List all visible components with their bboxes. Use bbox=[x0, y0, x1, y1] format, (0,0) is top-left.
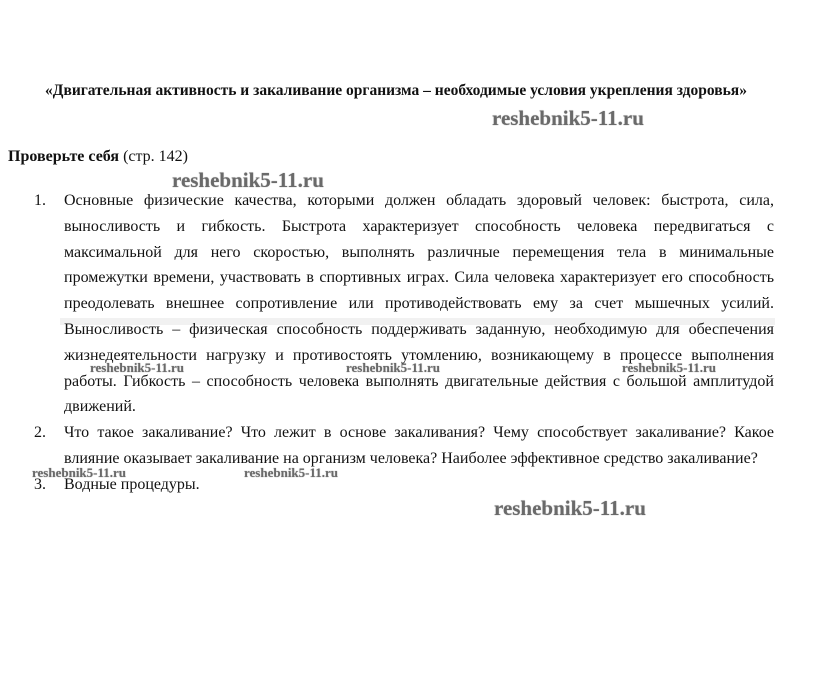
watermark: reshebnik5-11.ru bbox=[90, 360, 185, 375]
watermark: reshebnik5-11.ru bbox=[494, 496, 646, 520]
watermark: reshebnik5-11.ru bbox=[622, 360, 717, 375]
list-item bbox=[34, 420, 774, 472]
list-item-number: 2. bbox=[34, 424, 46, 442]
section-page-ref: (стр. 142) bbox=[123, 148, 189, 165]
document-title: «Двигательная активность и закаливание организма – необходимые условия укрепления здоровья» bbox=[45, 82, 747, 99]
list-item-text: Водные процедуры. bbox=[64, 475, 200, 493]
watermark: reshebnik5-11.ru bbox=[32, 465, 127, 480]
watermark: reshebnik5-11.ru bbox=[244, 465, 339, 480]
watermark: reshebnik5-11.ru bbox=[172, 168, 324, 192]
list-item-number: 3. bbox=[34, 475, 46, 493]
section-heading: Проверьте себя bbox=[8, 148, 120, 165]
watermark: reshebnik5-11.ru bbox=[346, 360, 441, 375]
watermark: reshebnik5-11.ru bbox=[492, 106, 644, 130]
list-item bbox=[34, 188, 774, 420]
answer-list bbox=[34, 188, 774, 498]
list-item-text: Что такое закаливание? Что лежит в основе закаливания? Чему способствует закаливание? Какое влияние оказывает закаливание на организм человека? Наиболее эффективное средство закаливание? bbox=[64, 424, 774, 467]
list-item-text: Основные физические качества, которыми должен обладать здоровый человек: быстрота, сила, выносливость и гибкость. Быстрота характеризует способность человека передвигаться с максимальной для него скоростью, выполнять различные перемещения тела в минимальные промежутки времени, участвовать в спортивных играх. Сила человека характеризует его способность преодолевать внешнее сопротивление или противодействовать ему за счет мышечных усилий. Выносливость – физическая способность поддерживать заданную, необходимую для обеспечения жизнедеятельности нагрузку и противостоять утомлению, возникающему в процессе выполнения работы. Гибкость – способность человека выполнять двигательные действия с большой амплитудой движений. bbox=[64, 192, 774, 416]
section-heading-line bbox=[8, 146, 188, 168]
list-item bbox=[34, 472, 774, 498]
list-item-number: 1. bbox=[34, 192, 46, 209]
